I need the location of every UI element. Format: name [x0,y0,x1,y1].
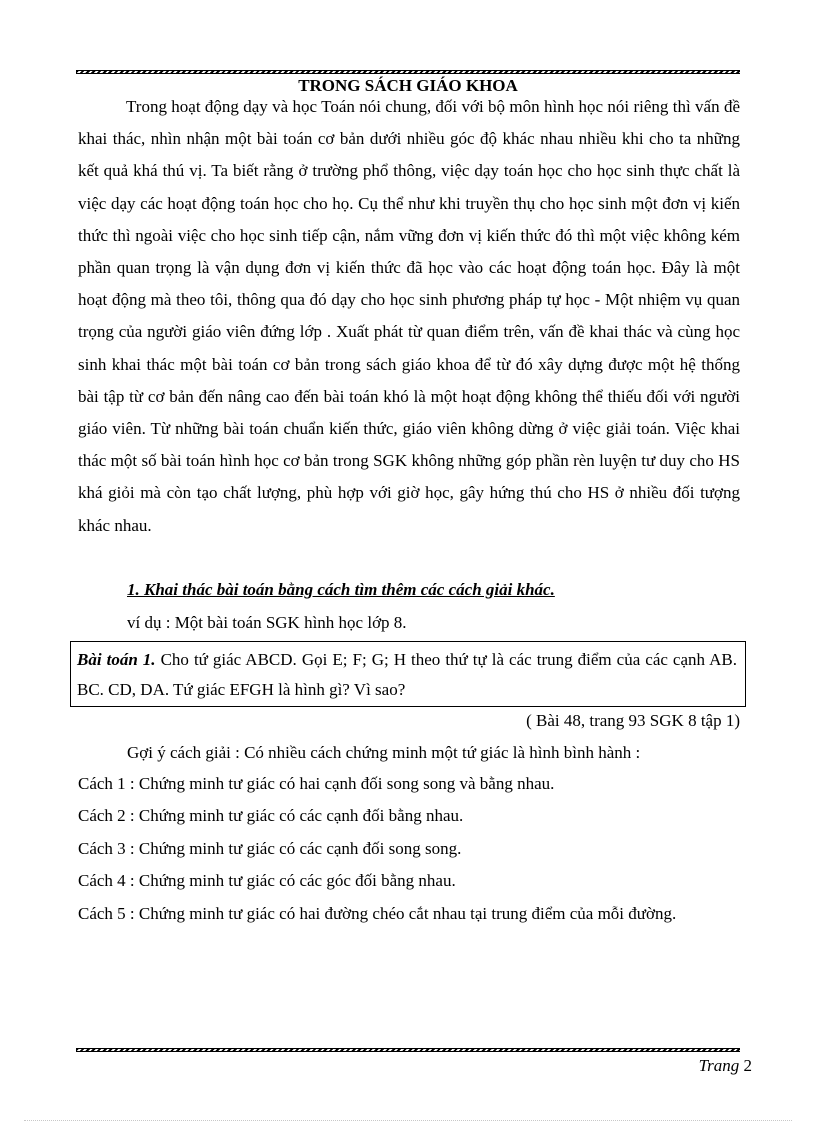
page-number: 2 [743,1056,752,1075]
method-item: Cách 3 : Chứng minh tư giác có các cạnh đối song song. [78,838,462,858]
method-item: Cách 5 : Chứng minh tư giác có hai đường chéo cắt nhau tại trung điểm của mỗi đường. [78,903,677,923]
page-footer [699,1052,752,1080]
problem-label: Bài toán 1. [77,650,156,669]
method-item: Cách 2 : Chứng minh tư giác có các cạnh đối bằng nhau. [78,806,464,826]
footer-rule [76,1048,740,1052]
problem-box [70,641,746,707]
example-line: ví dụ : Một bài toán SGK hình học lớp 8. [127,613,407,632]
problem-text: Cho tứ giác ABCD. Gọi E; F; G; H theo thứ tự là các trung điểm của các cạnh AB. BC. CD, DA. Tứ giác EFGH là hình gì? Vì sao? [77,650,737,699]
header-rule [76,70,740,74]
methods-list [78,768,740,930]
section-title: 1. Khai thác bài toán bằng cách tìm thêm các cách giải khác. [127,580,555,599]
page-edge-divider [24,1120,792,1122]
section-heading: TRONG SÁCH GIÁO KHOA [298,76,518,95]
method-item: Cách 4 : Chứng minh tư giác có các góc đối bằng nhau. [78,871,456,891]
problem-reference: ( Bài 48, trang 93 SGK 8 tập 1) [526,711,740,730]
method-item: Cách 1 : Chứng minh tư giác có hai cạnh đối song song và bằng nhau. [78,774,555,793]
page-word: Trang [698,1056,740,1075]
intro-paragraph: Trong hoạt động dạy và học Toán nói chung, đối với bộ môn hình học nói riêng thì vấn đề khai thác, nhìn nhận một bài toán cơ bản dưới nhiều góc độ khác nhau nhiều khi cho ta những kết quả khá thú vị. Ta biết rằng ở trường phổ thông, việc dạy toán học cho học sinh thực chất là việc dạy các hoạt động toán học cho họ. Cụ thể như khi truyền thụ cho học sinh một đơn vị kiến thức thì ngoài việc cho học sinh tiếp cận, nắm vững đơn vị kiến thức đó thì một việc không kém phần quan trọng là vận dụng đơn vị kiến thức đã học vào các hoạt động toán học. Đây là một hoạt động mà theo tôi, thông qua đó dạy cho học sinh phương pháp tự học - Một nhiệm vụ quan trọng của người giáo viên đứng lớp . Xuất phát từ quan điểm trên, vấn đề khai thác và cùng học sinh khai thác một bài toán cơ bản trong sách giáo khoa để từ đó xây dựng được một hệ thống bài tập từ cơ bản đến nâng cao đến bài toán khó là một hoạt động không thể thiếu đối với người giáo viên. Từ những bài toán chuẩn kiến thức, giáo viên không dừng ở việc giải toán. Việc khai thác một số bài toán hình học cơ bản trong SGK không những góp phần rèn luyện tư duy cho HS khá giỏi mà còn tạo chất lượng, phù hợp với giờ học, gây hứng thú cho HS ở nhiều đối tượng khác nhau. [78,97,740,535]
hint-line: Gợi ý cách giải : Có nhiều cách chứng minh một tứ giác là hình bình hành : [127,743,641,762]
